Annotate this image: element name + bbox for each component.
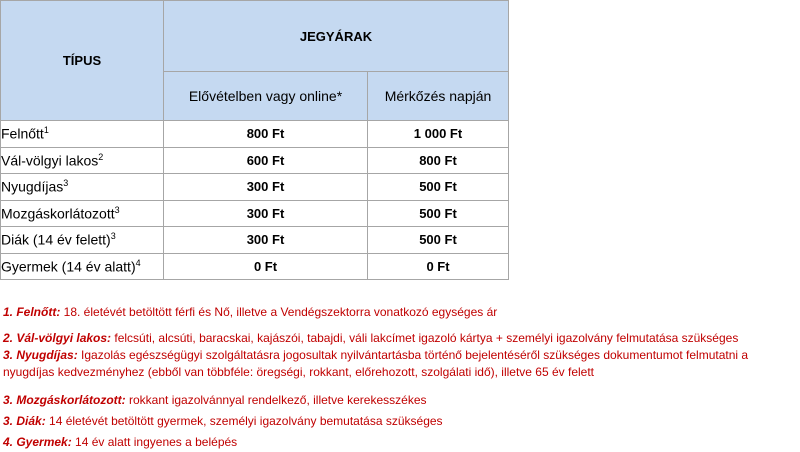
ticket-type-name: Nyugdíjas bbox=[1, 179, 64, 196]
advance-price: 300 Ft bbox=[164, 174, 368, 201]
table-row bbox=[1, 253, 509, 280]
matchday-price: 500 Ft bbox=[368, 174, 509, 201]
footnote-ref: 3 bbox=[114, 204, 120, 215]
ticket-type-label bbox=[1, 227, 164, 254]
ticket-type-label bbox=[1, 200, 164, 227]
table-row bbox=[1, 121, 509, 148]
footnote-title: 3. Nyugdíjas: bbox=[3, 348, 78, 362]
footnote-ref: 1 bbox=[43, 125, 49, 136]
ticket-type-label bbox=[1, 253, 164, 280]
ticket-type-name: Vál-völgyi lakos bbox=[1, 152, 99, 169]
footnote-title: 3. Mozgáskorlátozott: bbox=[3, 393, 126, 407]
ticket-type-label bbox=[1, 147, 164, 174]
footnote-2 bbox=[3, 330, 738, 347]
footnote-ref: 4 bbox=[135, 257, 141, 268]
footnote-text: 18. életévét betöltött férfi és Nő, illetve a Vendégszektorra vonatkozó egységes ár bbox=[60, 305, 498, 319]
ticket-prices-header: JEGYÁRAK bbox=[164, 1, 509, 72]
matchday-price: 500 Ft bbox=[368, 200, 509, 227]
footnote-title: 3. Diák: bbox=[3, 414, 46, 428]
matchday-price: 800 Ft bbox=[368, 147, 509, 174]
ticket-type-name: Felnőtt bbox=[1, 126, 44, 143]
footnote-ref: 3 bbox=[110, 231, 116, 242]
ticket-price-table bbox=[0, 0, 509, 280]
advance-price: 600 Ft bbox=[164, 147, 368, 174]
footnote-3 bbox=[3, 347, 793, 381]
table-row bbox=[1, 147, 509, 174]
footnote-text: rokkant igazolvánnyal rendelkező, illetve kerekesszékes bbox=[125, 393, 427, 407]
type-header: TÍPUS bbox=[1, 1, 164, 121]
ticket-type-name: Mozgáskorlátozott bbox=[1, 205, 115, 222]
footnote-6 bbox=[3, 434, 237, 451]
footnote-text: Igazolás egészségügyi szolgáltatásra jogosultak nyilvántartásba történő bejelentéséről szükséges dokumentumot felmutatni a nyugdíjas kedvezményhez (ebből van többféle: öregségi, rokkant, előrehozott, szolgálati idő), illetve 65 év felett bbox=[3, 348, 749, 379]
footnote-ref: 2 bbox=[98, 151, 104, 162]
matchday-column-header: Mérkőzés napján bbox=[368, 72, 509, 121]
footnote-1 bbox=[3, 304, 497, 321]
advance-price: 300 Ft bbox=[164, 200, 368, 227]
price-rows bbox=[1, 121, 509, 280]
footnote-title: 1. Felnőtt: bbox=[3, 305, 61, 319]
advance-price: 300 Ft bbox=[164, 227, 368, 254]
footnote-text: 14 életévét betöltött gyermek, személyi igazolvány bemutatása szükséges bbox=[45, 414, 443, 428]
table-row bbox=[1, 200, 509, 227]
advance-column-header: Elővételben vagy online* bbox=[164, 72, 368, 121]
ticket-type-label bbox=[1, 174, 164, 201]
footnote-text: felcsúti, alcsúti, baracskai, kajászói, tabajdi, váli lakcímet igazoló kártya + személyi igazolvány felmutatása szükséges bbox=[111, 331, 739, 345]
table-row bbox=[1, 174, 509, 201]
footnote-ref: 3 bbox=[63, 178, 69, 189]
footnote-title: 2. Vál-völgyi lakos: bbox=[3, 331, 112, 345]
footnote-title: 4. Gyermek: bbox=[3, 435, 72, 449]
ticket-type-name: Diák (14 év felett) bbox=[1, 232, 111, 249]
ticket-type-name: Gyermek (14 év alatt) bbox=[1, 258, 136, 275]
matchday-price: 0 Ft bbox=[368, 253, 509, 280]
table-row bbox=[1, 227, 509, 254]
matchday-price: 500 Ft bbox=[368, 227, 509, 254]
ticket-type-label bbox=[1, 121, 164, 148]
advance-price: 0 Ft bbox=[164, 253, 368, 280]
footnote-text: 14 év alatt ingyenes a belépés bbox=[71, 435, 238, 449]
advance-price: 800 Ft bbox=[164, 121, 368, 148]
footnote-5 bbox=[3, 413, 443, 430]
footnote-4 bbox=[3, 392, 427, 409]
matchday-price: 1 000 Ft bbox=[368, 121, 509, 148]
